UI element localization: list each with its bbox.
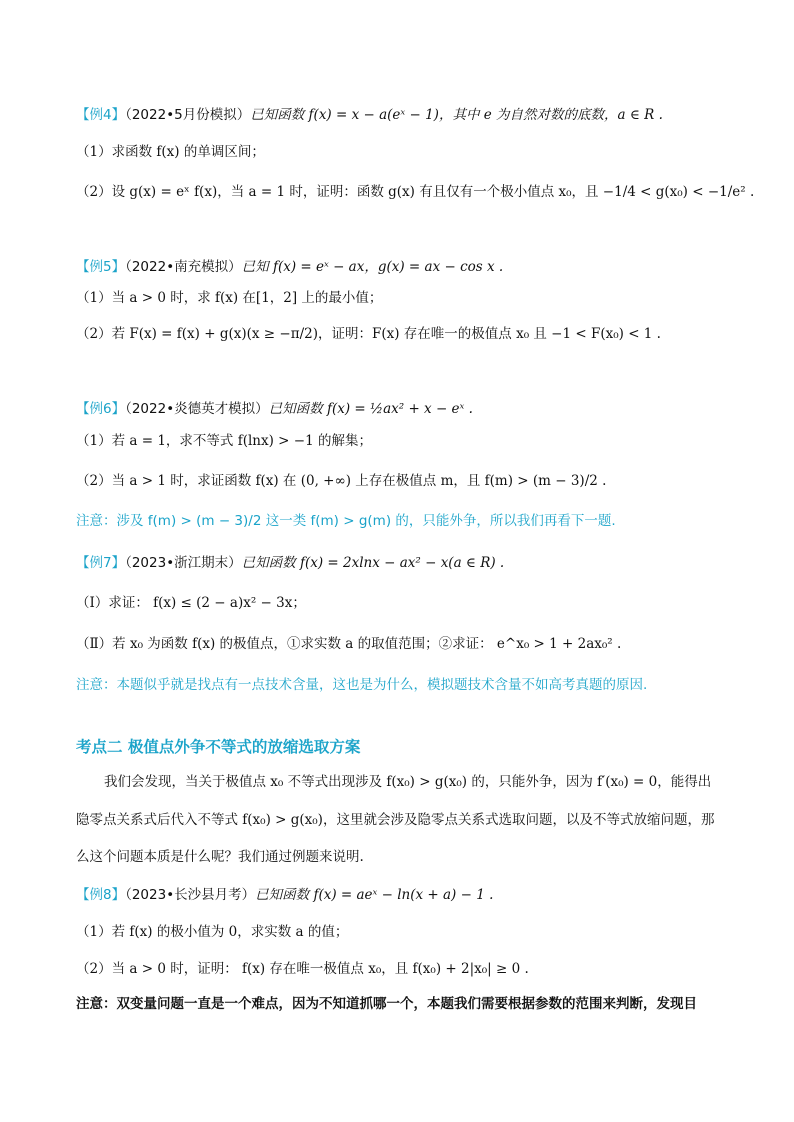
example-source: （2022•炎德英才模拟） [125, 401, 269, 417]
example-text: 已知函数 f(x) = x − a(eˣ − 1)，其中 e 为自然对数的底数，a ∈ R . [250, 107, 663, 123]
example-6-stem [76, 398, 734, 420]
example-source: （2022•5月份模拟） [125, 107, 251, 123]
example-7-note: 注意：本题似乎就是找点有一点技术含量，这也是为什么，模拟题技术含量不如高考真题的原因. [76, 677, 648, 693]
example-6-note: 注意：涉及 f(m) > (m − 3)/2 这一类 f(m) > g(m) 的，只能外争，所以我们再看下一题. [76, 513, 616, 529]
example-4-q1: （1）求函数 f(x) 的单调区间； [76, 144, 265, 160]
example-8-q1: （1）若 f(x) 的极小值为 0，求实数 a 的值； [76, 924, 349, 940]
example-source: （2022•南充模拟） [125, 259, 242, 275]
example-text: 已知函数 f(x) = 2xlnx − ax² − x(a ∈ R) . [241, 555, 505, 571]
example-tag: 【例6】 [76, 401, 126, 417]
example-7-q1: （Ⅰ）求证： f(x) ≤ (2 − a)x² − 3x； [76, 595, 306, 611]
example-6-q1: （1）若 a = 1，求不等式 f(lnx) > −1 的解集； [76, 433, 372, 449]
example-8-q2: （2）当 a > 0 时，证明： f(x) 存在唯一极值点 x₀，且 f(x₀) + 2|x₀| ≥ 0 . [76, 961, 529, 977]
section-heading: 考点二 极值点外争不等式的放缩选取方案 [76, 738, 361, 756]
example-text: 已知函数 f(x) = ½ax² + x − eˣ . [268, 401, 473, 417]
section-paragraph-line-1: 我们会发现，当关于极值点 x₀ 不等式出现涉及 f(x₀) > g(x₀) 的，只能外争，因为 f′(x₀) = 0，能得出 [104, 774, 712, 790]
section-paragraph-line-3: 么这个问题本质是什么呢？我们通过例题来说明. [76, 849, 364, 865]
example-4-stem [76, 104, 734, 126]
example-5-stem [76, 256, 734, 278]
section-paragraph-line-2: 隐零点关系式后代入不等式 f(x₀) > g(x₀)，这里就会涉及隐零点关系式选取问题，以及不等式放缩问题，那 [76, 812, 715, 828]
example-tag: 【例7】 [76, 555, 126, 571]
example-5-q2: （2）若 F(x) = f(x) + g(x)(x ≥ −π/2)，证明：F(x) 存在唯一的极值点 x₀ 且 −1 < F(x₀) < 1 . [76, 326, 661, 342]
example-4-q2: （2）设 g(x) = eˣ f(x)，当 a = 1 时，证明：函数 g(x) 有且仅有一个极小值点 x₀，且 −1/4 < g(x₀) < −1/e² . [76, 184, 755, 200]
example-6-q2: （2）当 a > 1 时，求证函数 f(x) 在 (0, +∞) 上存在极值点 m，且 f(m) > (m − 3)/2 . [76, 473, 607, 489]
example-text: 已知 f(x) = eˣ − ax，g(x) = ax − cos x . [241, 259, 504, 275]
example-7-stem [76, 552, 734, 574]
example-5-q1: （1）当 a > 0 时，求 f(x) 在[1，2] 上的最小值； [76, 290, 383, 306]
example-tag: 【例5】 [76, 259, 126, 275]
example-tag: 【例8】 [76, 887, 126, 903]
example-8-stem [76, 884, 734, 906]
example-8-note: 注意：双变量问题一直是一个难点，因为不知道抓哪一个，本题我们需要根据参数的范围来判断，发现目 [76, 996, 697, 1012]
example-7-q2: （Ⅱ）若 x₀ 为函数 f(x) 的极值点，①求实数 a 的取值范围；②求证： e^x₀ > 1 + 2ax₀² . [76, 636, 622, 652]
example-source: （2023•浙江期末） [125, 555, 242, 571]
example-source: （2023•长沙县月考） [125, 887, 256, 903]
example-tag: 【例4】 [76, 107, 126, 123]
example-text: 已知函数 f(x) = aeˣ − ln(x + a) − 1 . [255, 887, 494, 903]
